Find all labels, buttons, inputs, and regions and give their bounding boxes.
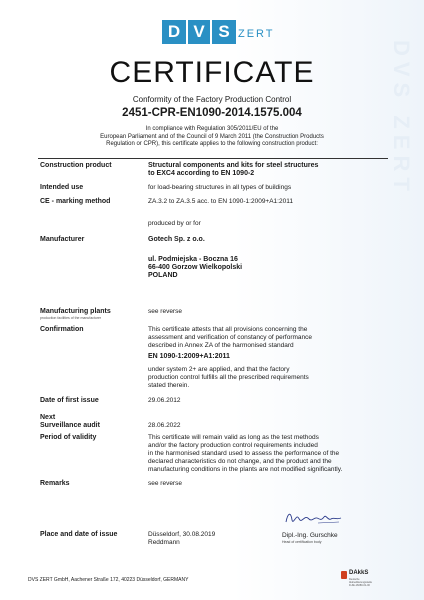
manufacturer-street: ul. Podmiejska - Boczna 16 bbox=[148, 256, 238, 263]
confirmation-line: stated therein. bbox=[148, 382, 190, 389]
next-audit-label bbox=[40, 414, 100, 430]
confirmation-text bbox=[148, 326, 390, 350]
compliance-line: European Parliament and of the Council of 9 March 2011 (the Construction Products bbox=[100, 133, 324, 140]
confirmation-line: assessment and verification of constancy of performance bbox=[148, 334, 313, 341]
manufacturing-plants-sublabel: production facilities of the manufacturer bbox=[40, 316, 102, 320]
first-issue-label: Date of first issue bbox=[40, 397, 99, 404]
intended-use-value: for load-bearing structures in all types of buildings bbox=[148, 184, 292, 191]
certificate-number: 2451-CPR-EN1090-2014.1575.004 bbox=[122, 107, 302, 119]
ce-marking-value: ZA.3.2 to ZA.3.5 acc. to EN 1090-1:2009+A1:2011 bbox=[148, 198, 293, 205]
manufacturing-plants-label: Manufacturing plants bbox=[40, 308, 111, 315]
confirmation-label: Confirmation bbox=[40, 326, 84, 333]
construction-product-value bbox=[148, 162, 390, 178]
validity-text bbox=[148, 434, 390, 474]
certificate-subtitle: Conformity of the Factory Production Control bbox=[132, 95, 292, 104]
confirmation-line: described in Annex ZA of the harmonised standard bbox=[148, 342, 294, 349]
harmonised-standard: EN 1090-1:2009+A1:2011 bbox=[148, 353, 230, 360]
manufacturing-plants-value: see reverse bbox=[148, 308, 182, 315]
place-date-label: Place and date of issue bbox=[40, 531, 118, 538]
dakks-name: DAkkS bbox=[349, 570, 369, 576]
footer-address: DVS ZERT GmbH, Aachener Straße 172, 40223 Düsseldorf, GERMANY bbox=[28, 577, 189, 583]
dakks-icon bbox=[341, 571, 347, 579]
logo-suffix: ZERT bbox=[238, 28, 275, 40]
manufacturer-city: 66-400 Gorzow Wielkopolski bbox=[148, 264, 243, 271]
remarks-value: see reverse bbox=[148, 480, 182, 487]
manufacturer-address bbox=[148, 256, 390, 280]
ce-marking-label: CE - marking method bbox=[40, 198, 111, 205]
dakks-line: Deutsche bbox=[349, 578, 360, 581]
construction-product-line: Structural components and kits for steel structures bbox=[148, 162, 319, 169]
construction-product-label: Construction product bbox=[40, 162, 112, 169]
handwritten-signature bbox=[284, 508, 344, 526]
confirmation-text-2 bbox=[148, 366, 390, 390]
validity-label: Period of validity bbox=[40, 434, 97, 441]
validity-line: declared characteristics do not change, and the product and the bbox=[148, 458, 332, 465]
certificate-title: CERTIFICATE bbox=[109, 56, 315, 89]
compliance-line: Regulation or CPR), this certificate applies to the following construction product: bbox=[106, 141, 318, 147]
manufacturer-country: POLAND bbox=[148, 272, 178, 279]
construction-product-line: to EXC4 according to EN 1090-2 bbox=[148, 170, 255, 177]
place-name: Reddmann bbox=[148, 539, 180, 546]
validity-line: manufacturing conditions in the plants are not modified significantly. bbox=[148, 466, 343, 473]
dakks-subtext bbox=[349, 578, 383, 587]
produced-by-text: produced by or for bbox=[148, 220, 201, 227]
next-audit-value: 28.06.2022 bbox=[148, 422, 181, 429]
next-audit-label-line: Surveillance audit bbox=[40, 422, 100, 429]
logo-letter-s: S bbox=[212, 20, 236, 44]
remarks-label: Remarks bbox=[40, 480, 70, 487]
logo-letter-v: V bbox=[188, 20, 210, 44]
validity-line: in the harmonised standard used to assess the performance of the bbox=[148, 450, 340, 457]
signer-name: Dipl.-Ing. Gurschke bbox=[282, 532, 338, 539]
first-issue-value: 29.06.2012 bbox=[148, 397, 181, 404]
manufacturer-label: Manufacturer bbox=[40, 236, 85, 243]
logo-letter-d: D bbox=[162, 20, 186, 44]
dakks-line: D-ZE-16080-01-00 bbox=[349, 584, 370, 587]
confirmation-line: under system 2+ are applied, and that the factory bbox=[148, 366, 290, 373]
watermark: DVS ZERT bbox=[389, 40, 414, 197]
dvs-zert-logo bbox=[162, 20, 282, 48]
divider bbox=[38, 158, 388, 159]
confirmation-line: production control fulfills all the prescribed requirements bbox=[148, 374, 309, 381]
dakks-accreditation-logo bbox=[341, 570, 381, 592]
next-audit-label-line: Next bbox=[40, 414, 56, 421]
intended-use-label: Intended use bbox=[40, 184, 84, 191]
signer-role: Head of certification body bbox=[282, 540, 322, 544]
dakks-line: Akkreditierungsstelle bbox=[349, 581, 373, 584]
validity-line: This certificate will remain valid as long as the test methods bbox=[148, 434, 319, 441]
compliance-text bbox=[100, 126, 324, 149]
manufacturer-name: Gotech Sp. z o.o. bbox=[148, 236, 205, 243]
compliance-line: In compliance with Regulation 305/2011/EU of the bbox=[145, 126, 279, 132]
place-date-value: Düsseldorf, 30.08.2019 bbox=[148, 531, 216, 538]
confirmation-line: This certificate attests that all provisions concerning the bbox=[148, 326, 308, 333]
validity-line: and/or the factory production control requirements included bbox=[148, 442, 318, 449]
